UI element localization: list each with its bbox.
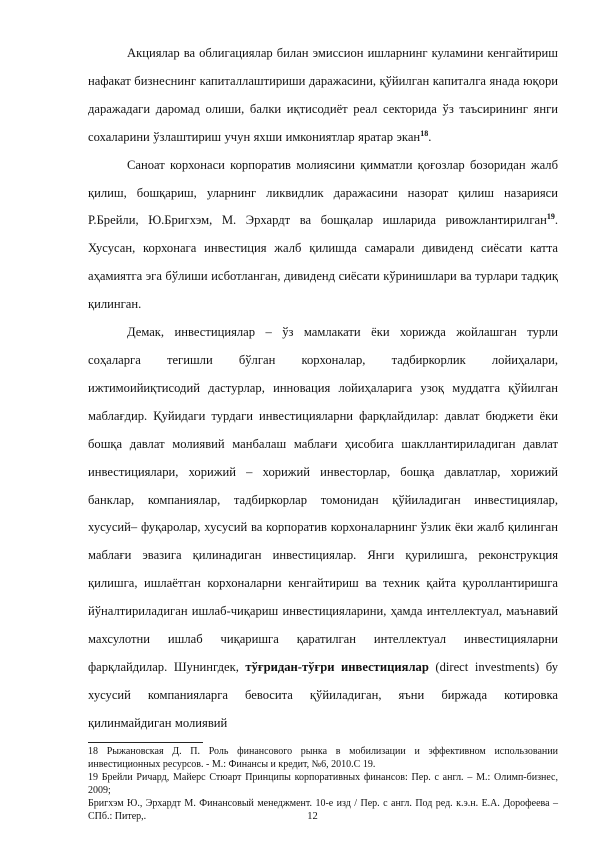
paragraph-3-text-a: Демак, инвестициялар – ўз мамлакати ёки хорижда жойлашган турли соҳаларга тегишли бўлган корхоналар, тадбиркорлик лойиҳалари, ижтимоийиқтисодий дастурлар, инновация лойиҳаларига узоқ муддатга қўйилган маблағдир. Қуйидаги турдаги инвестицияларни фарқлайдилар: давлат бюджети ёки бошқа давлат молиявий манбалаш маблағи ҳисобига шакллантириладиган давлат инвестициялари, хорижий – хорижий инвесторлар, бошқа давлатлар, хорижий банклар, компаниялар, тадбиркорлар томонидан қўйиладиган инвестициялар, хусусий– фуқаролар, хусусий ва корпоратив корхоналарнинг ўзлик ёки жалб қилинган маблағи эвазига қилинадиган инвестициялар. Янги қурилишга, реконструкция қилишга, ишлаётган корхоналарни кенгайтириш ва техник қайта қуроллантиришга йўналтириладиган ишлаб-чиқариш инвестицияларини, ҳамда интеллектуал, маънавий махсулотни ишлаб чиқаришга қаратилган интеллектуал инвестицияларни фарқлайдилар. Шунингдек,	[88, 325, 558, 674]
footnote-18: 18 Рыжановская Д. П. Роль финансового рынка в мобилизации и эффективном использовании инвестиционных ресурсов. - М.: Финансы и кредит, №6, 2010.С 19.	[88, 745, 558, 770]
paragraph-2-text-b: . Хусусан, корхонага инвестиция жалб қилишда самарали дивиденд сиёсати катта аҳамиятга эга бўлиши исботланган, дивиденд сиёсати кўринишлари ва турлари тадқиқ қилинган.	[88, 213, 558, 312]
footnote-ref-19[interactable]: 19	[546, 212, 555, 222]
bold-term: тўғридан-тўғри инвестициялар	[245, 659, 429, 674]
document-page	[88, 40, 558, 823]
footnote-19: 19 Брейли Ричард, Майерс Стюарт Принципы корпоративных финансов: Пер. с англ. – М.: Олимп-бизнес, 2009;	[88, 771, 558, 796]
paragraph-1	[88, 40, 558, 152]
footnote-19-continued: Бригхэм Ю., Эрхардт М. Финансовый менеджмент. 10-е изд / Пер. с англ. Под ред. к.э.н. Е.А. Дорофеева – СПб.: Питер,.	[88, 797, 558, 822]
paragraph-3	[88, 319, 558, 738]
paragraph-1-end: .	[428, 129, 432, 144]
footnote-ref-18[interactable]: 18	[420, 128, 429, 138]
paragraph-2-text-a: Саноат корхонаси корпоратив молиясини қимматли қоғозлар бозоридан жалб қилиш, бошқариш, уларнинг ликвидлик даражасини назорат қилиш назарияси Р.Брейли, Ю.Бригхэм, М. Эрхардт ва бошқалар ишларида ривожлантирилган	[88, 157, 558, 228]
page-number: 12	[307, 811, 318, 822]
paragraph-2	[88, 152, 558, 319]
paragraph-3-text-b: (direct investments) бу хусусий компанияларга бевосита қўйиладиган, яъни биржада котировка қилинмайдиган молиявий	[88, 659, 558, 730]
footnote-separator	[88, 742, 203, 743]
paragraph-1-text: Акциялар ва облигациялар билан эмиссион ишларнинг куламини кенгайтириш нафакат бизнеснинг капиталлаштириши даражасини, қўйилган капиталга янада юқори даражадаги даромад олиши, балки иқтисодиёт реал секторида ўз таъсирининг янги сохаларини ўзлаштириш учун яхши имкониятлар яратар экан	[88, 46, 558, 144]
